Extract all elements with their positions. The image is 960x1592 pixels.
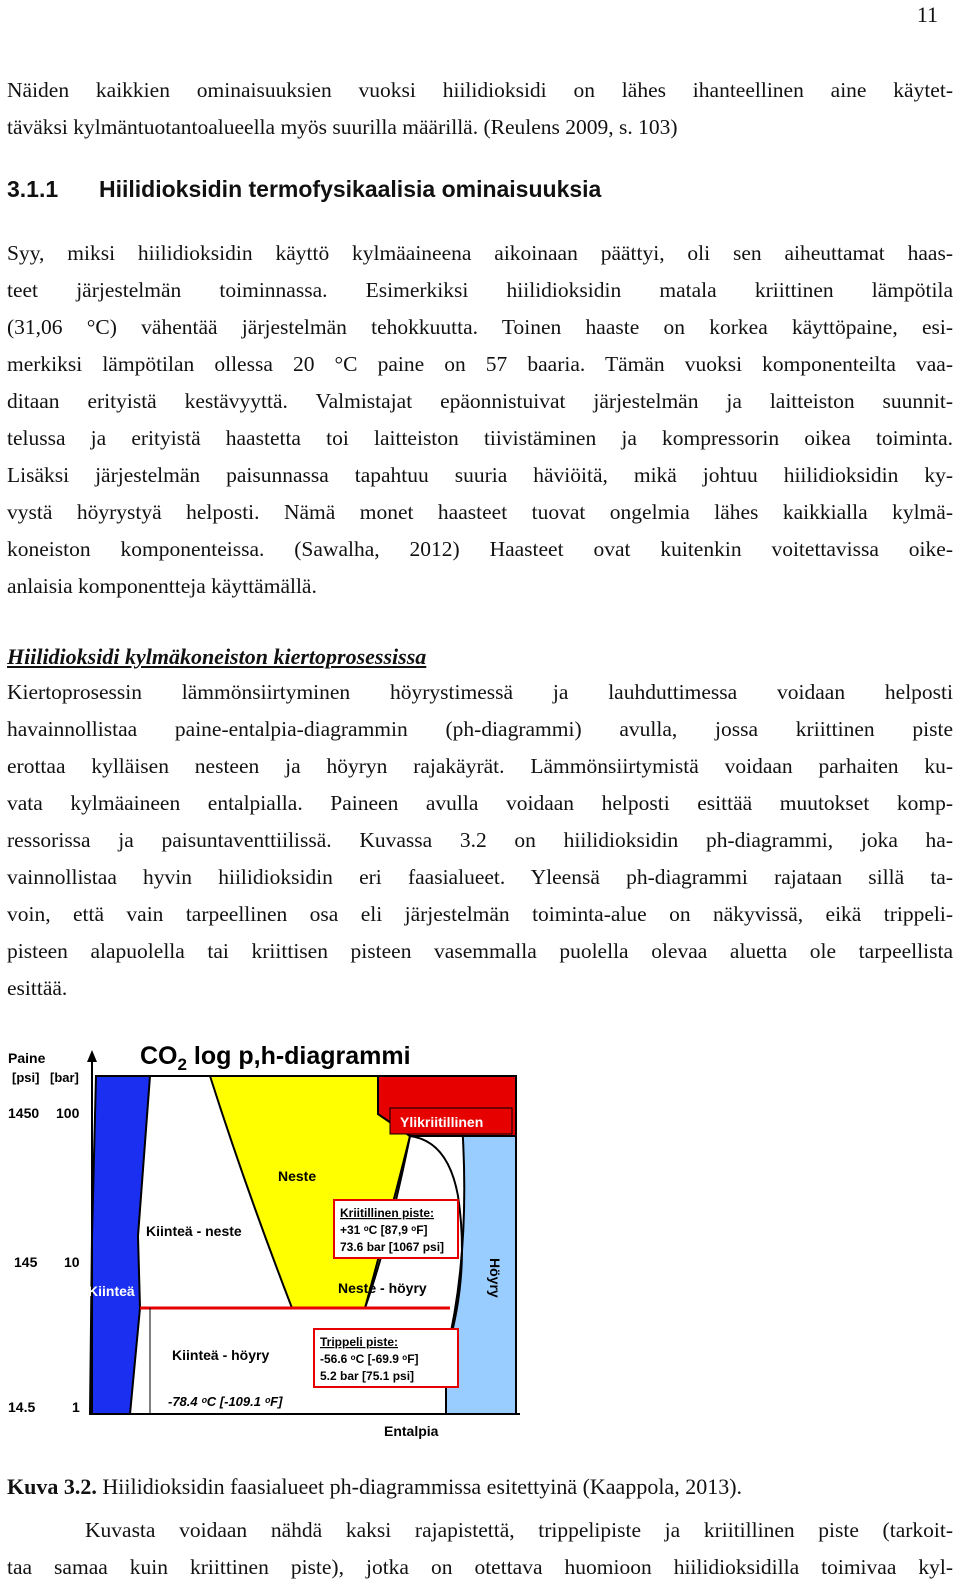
- text-line: merkiksi lämpötilan ollessa 20 °C paine on 57 baaria. Tämän vuoksi komponenteilta vaa-: [7, 352, 953, 376]
- tick-bar-1: 1: [72, 1399, 80, 1415]
- text-line: (31,06 °C) vähentää järjestelmän tehokkuutta. Toinen haaste on korkea käyttöpaine, esi-: [7, 315, 953, 339]
- text-line: havainnollistaa paine-entalpia-diagrammin (ph-diagrammi) avulla, jossa kriittinen piste: [7, 717, 953, 741]
- text-line: Syy, miksi hiilidioksidin käyttö kylmäaineena aikoinaan päättyi, oli sen aiheuttamat haas-: [7, 241, 953, 265]
- solid-region: [90, 1076, 150, 1414]
- text-line: ressorissa ja paisuntaventtiilissä. Kuvassa 3.2 on hiilidioksidin ph-diagrammi, joka ha-: [7, 828, 953, 852]
- tick-bar-100: 100: [56, 1105, 80, 1121]
- yaxis-title: Paine: [8, 1050, 46, 1066]
- tick-psi-145: 145: [14, 1254, 38, 1270]
- critical-point-temp: +31 ᵒC [87,9 ᵒF]: [340, 1223, 428, 1237]
- label-liquid: Neste: [278, 1168, 317, 1184]
- critical-point-pressure: 73.6 bar [1067 psi]: [340, 1240, 445, 1254]
- text-line: ditaan erityistä kestävyyttä. Valmistajat epäonnistuivat järjestelmän ja laitteiston suunnit-: [7, 389, 953, 413]
- tick-bar-10: 10: [64, 1254, 80, 1270]
- paragraph-points: [7, 1512, 953, 1586]
- text-line: Näiden kaikkien ominaisuuksien vuoksi hiilidioksidi on lähes ihanteellinen aine käytet-: [7, 78, 953, 102]
- text-line: koneiston komponenteissa. (Sawalha, 2012) Haasteet ovat kuitenkin voitettavissa oike-: [7, 537, 953, 561]
- yaxis-unit-bar: [bar]: [50, 1070, 79, 1085]
- text-line: pisteen alapuolella tai kriittisen pisteen vasemmalla puolella olevaa aluetta ole tarpeellista: [7, 939, 953, 963]
- diagram-title: $CO_2$ log p,h-diagrammi: [140, 1042, 411, 1074]
- section-heading: [7, 176, 601, 203]
- section-number: 3.1.1: [7, 176, 59, 202]
- label-solid: Kiinteä: [88, 1283, 135, 1299]
- section-title: Hiilidioksidin termofysikaalisia ominaisuuksia: [99, 176, 602, 202]
- text-line: anlaisia komponentteja käyttämällä.: [7, 574, 317, 598]
- xaxis-label: Entalpia: [384, 1423, 439, 1439]
- paragraph-challenges: [7, 235, 953, 605]
- text-line: vystä höyrystyä helposti. Nämä monet haasteet tuovat ongelmia lähes kaikkialla kylmä-: [7, 500, 953, 524]
- label-solid-liquid: Kiinteä - neste: [146, 1223, 242, 1239]
- figure-caption: [7, 1474, 742, 1500]
- critical-point-title: Kriitillinen piste:: [340, 1206, 435, 1220]
- label-solid-vapor: Kiinteä - höyry: [172, 1347, 270, 1363]
- text-line: Kuvasta voidaan nähdä kaksi rajapistettä, trippelipiste ja kriitillinen piste (tarkoit-: [85, 1518, 953, 1542]
- y-axis-arrow: [87, 1050, 97, 1062]
- subsection-heading: Hiilidioksidi kylmäkoneiston kiertoprosessissa: [7, 644, 427, 669]
- text-line: teet järjestelmän toiminnassa. Esimerkiksi hiilidioksidin matala kriittinen lämpötila: [7, 278, 953, 302]
- text-line: erottaa kylläisen nesteen ja höyryn rajakäyrät. Lämmönsiirtymistä voidaan parhaiten ku-: [7, 754, 953, 778]
- paragraph-intro: [7, 72, 953, 146]
- text-line: Kiertoprosessin lämmönsiirtyminen höyrystimessä ja lauhduttimessa voidaan helposti: [7, 680, 953, 704]
- text-line: Lisäksi järjestelmän paisunnassa tapahtuu suuria häviöitä, mikä johtuu hiilidioksidin ky-: [7, 463, 953, 487]
- text-line: voin, että vain tarpeellinen osa eli järjestelmän toiminta-alue on näkyvissä, eikä trippeli-: [7, 902, 953, 926]
- paragraph-cycle: [7, 674, 953, 1007]
- text-line: esittää.: [7, 976, 68, 1000]
- label-liquid-vapor: Neste - höyry: [338, 1280, 427, 1296]
- ph-diagram: [0, 1036, 960, 1466]
- triple-point-temp: -56.6 ᵒC [-69.9 ᵒF]: [320, 1352, 419, 1366]
- text-line: vainnollistaa hyvin hiilidioksidin eri faasialueet. Yleensä ph-diagrammi rajataan sillä ta-: [7, 865, 953, 889]
- label-vapor: Höyry: [487, 1258, 503, 1298]
- text-line: telussa ja erityistä haastetta toi laitteiston tiivistäminen ja kompressorin oikea toiminta.: [7, 426, 953, 450]
- ph-diagram-figure: [0, 1036, 960, 1466]
- label-supercritical: Ylikriitillinen: [400, 1114, 484, 1130]
- text-line: taa samaa kuin kriittinen piste), jotka on otettava huomioon hiilidioksidilla toimivaa kyl-: [7, 1555, 953, 1579]
- caption-label: Kuva 3.2.: [7, 1474, 97, 1499]
- caption-text: Hiilidioksidin faasialueet ph-diagrammissa esitettyinä (Kaappola, 2013).: [96, 1474, 743, 1499]
- text-line: vata kylmäaineen entalpialla. Paineen avulla voidaan helposti esittää muutokset komp-: [7, 791, 953, 815]
- sublimation-temp: -78.4 ᵒC [-109.1 ᵒF]: [168, 1394, 283, 1409]
- page-number: 11: [916, 2, 938, 27]
- yaxis-unit-psi: [psi]: [12, 1070, 40, 1085]
- triple-point-title: Trippeli piste:: [320, 1335, 399, 1349]
- triple-point-pressure: 5.2 bar [75.1 psi]: [320, 1369, 415, 1383]
- text-line: täväksi kylmäntuotantoalueella myös suurilla määrillä. (Reulens 2009, s. 103): [7, 115, 678, 139]
- tick-psi-1450: 1450: [8, 1105, 40, 1121]
- tick-psi-14.5: 14.5: [8, 1399, 36, 1415]
